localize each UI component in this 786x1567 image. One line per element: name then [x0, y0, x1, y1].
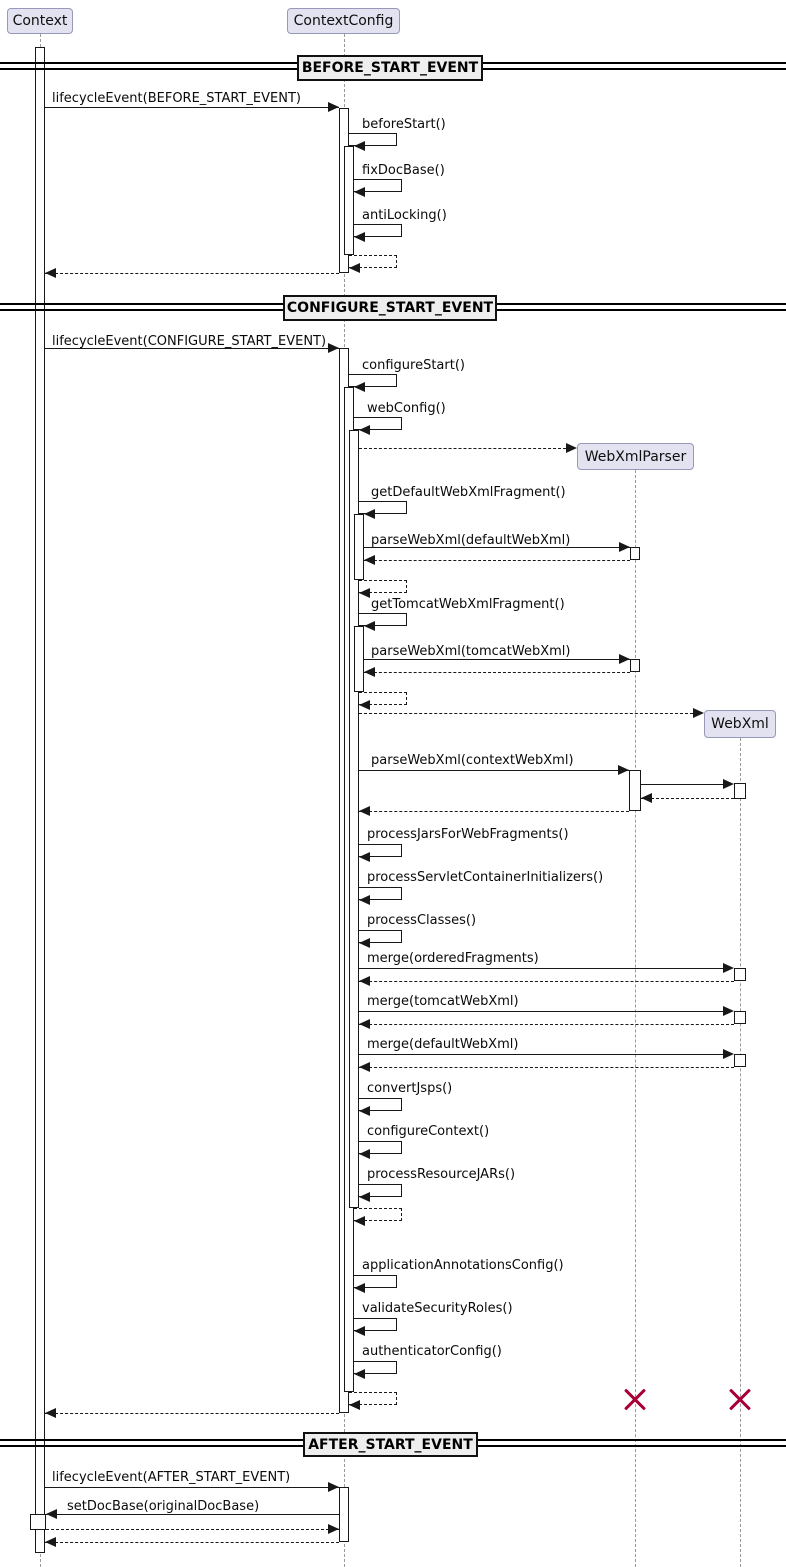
message-label: antiLocking() [362, 208, 447, 223]
arrowhead-left [641, 793, 652, 803]
message-label: parseWebXml(defaultWebXml) [371, 533, 571, 548]
message-label: getDefaultWebXmlFragment() [371, 485, 566, 500]
arrowhead-left [364, 555, 375, 565]
arrow-line [641, 784, 723, 785]
arrowhead-right [566, 443, 577, 453]
arrow-line [359, 770, 629, 771]
arrowhead-left [359, 1062, 370, 1072]
message-label: configureStart() [362, 358, 465, 373]
arrowhead-right [723, 963, 734, 973]
arrowhead-left [46, 1509, 57, 1519]
arrowhead-right [328, 343, 339, 353]
arrowhead-left [359, 852, 370, 862]
activation-context-setdocbase [30, 1514, 46, 1530]
message-label: parseWebXml(contextWebXml) [371, 753, 574, 768]
return-line [45, 273, 339, 274]
participant-webxmlparser: WebXmlParser [577, 443, 694, 470]
divider-after: AFTER_START_EVENT [303, 1432, 478, 1457]
activation-wxp-3 [629, 770, 641, 811]
message-label: processResourceJARs() [367, 1167, 516, 1182]
message-label: authenticatorConfig() [362, 1344, 502, 1359]
arrowhead-left [359, 976, 370, 986]
arrowhead-left [354, 141, 365, 151]
divider-before: BEFORE_START_EVENT [297, 55, 483, 81]
arrowhead-left [354, 1369, 365, 1379]
activation-wx-4 [734, 1054, 746, 1067]
message-label: lifecycleEvent(CONFIGURE_START_EVENT) [52, 334, 327, 349]
arrowhead-right [723, 1006, 734, 1016]
arrow-line [364, 659, 630, 660]
message-label: merge(tomcatWebXml) [367, 994, 519, 1009]
message-label: configureContext() [367, 1124, 490, 1139]
activation-context-main [35, 47, 45, 1553]
activation-wx-1 [734, 783, 746, 799]
activation-wxp-1 [630, 547, 640, 560]
arrowhead-left [45, 1408, 56, 1418]
participant-webxml: WebXml [704, 710, 776, 738]
create-line-webxmlparser [359, 448, 566, 449]
message-label: merge(orderedFragments) [367, 951, 539, 966]
arrowhead-right [723, 1049, 734, 1059]
message-label: lifecycleEvent(BEFORE_START_EVENT) [52, 91, 301, 106]
arrowhead-left [364, 667, 375, 677]
activation-wx-3 [734, 1011, 746, 1024]
activation-cc-before-2 [344, 146, 354, 255]
arrowhead-left [354, 1326, 365, 1336]
arrowhead-left [354, 382, 365, 392]
arrowhead-right [328, 102, 339, 112]
message-label: applicationAnnotationsConfig() [362, 1258, 564, 1273]
arrow-line [359, 968, 724, 969]
return-line [359, 1024, 734, 1025]
arrowhead-left [359, 1149, 370, 1159]
arrowhead-left [359, 806, 370, 816]
message-label: merge(defaultWebXml) [367, 1037, 519, 1052]
arrow-line [364, 547, 630, 548]
arrowhead-right [328, 1482, 339, 1492]
arrow-line [359, 1054, 724, 1055]
arrowhead-left [349, 1400, 360, 1410]
return-line [359, 981, 734, 982]
message-label: fixDocBase() [362, 163, 445, 178]
arrowhead-left [359, 938, 370, 948]
return-line [364, 672, 630, 673]
message-label: parseWebXml(tomcatWebXml) [371, 644, 571, 659]
arrowhead-left [359, 1192, 370, 1202]
arrowhead-right [723, 779, 734, 789]
participant-context: Context [7, 8, 73, 34]
arrow-line [45, 348, 339, 349]
arrowhead-right [619, 542, 630, 552]
arrowhead-left [354, 1216, 365, 1226]
arrow-line [45, 107, 339, 108]
message-label: processJarsForWebFragments() [367, 827, 569, 842]
return-line [359, 1067, 734, 1068]
activation-wxp-2 [630, 659, 640, 672]
arrowhead-left [359, 1019, 370, 1029]
arrow-line [359, 1011, 724, 1012]
destroy-x-webxmlparser-icon [624, 1389, 646, 1411]
activation-cc-getdefaultfragment [354, 514, 364, 580]
arrowhead-left [364, 509, 375, 519]
arrowhead-right [693, 708, 704, 718]
message-label: lifecycleEvent(AFTER_START_EVENT) [52, 1470, 291, 1485]
activation-cc-after [339, 1487, 349, 1542]
participant-contextconfig: ContextConfig [287, 8, 400, 34]
arrowhead-left [349, 263, 360, 273]
arrowhead-left [354, 1283, 365, 1293]
message-label: convertJsps() [367, 1081, 453, 1096]
arrowhead-left [359, 700, 370, 710]
message-label: webConfig() [367, 401, 446, 416]
create-line-webxml [359, 713, 693, 714]
return-line [359, 811, 629, 812]
destroy-x-webxml-icon [729, 1389, 751, 1411]
arrowhead-left [359, 588, 370, 598]
message-label: setDocBase(originalDocBase) [67, 1499, 260, 1514]
arrowhead-left [354, 187, 365, 197]
arrowhead-left [364, 621, 375, 631]
return-line [45, 1413, 339, 1414]
arrowhead-right [618, 765, 629, 775]
arrowhead-left [354, 232, 365, 242]
arrow-line [45, 1487, 339, 1488]
message-label: processClasses() [367, 913, 477, 928]
arrow-line [46, 1514, 339, 1515]
arrowhead-right [619, 654, 630, 664]
arrowhead-left [45, 268, 56, 278]
message-label: beforeStart() [362, 117, 446, 132]
return-line [45, 1542, 339, 1543]
message-label: validateSecurityRoles() [362, 1301, 513, 1316]
arrowhead-left [45, 1537, 56, 1547]
return-line [46, 1529, 339, 1530]
activation-cc-gettomcatfragment [354, 626, 364, 692]
return-line [364, 560, 630, 561]
arrowhead-right [328, 1524, 339, 1534]
message-label: getTomcatWebXmlFragment() [371, 597, 565, 612]
arrowhead-left [359, 1106, 370, 1116]
message-label: processServletContainerInitializers() [367, 870, 604, 885]
divider-configure: CONFIGURE_START_EVENT [283, 295, 497, 321]
arrowhead-left [359, 425, 370, 435]
arrowhead-left [359, 895, 370, 905]
activation-wx-2 [734, 968, 746, 981]
return-line [641, 798, 734, 799]
